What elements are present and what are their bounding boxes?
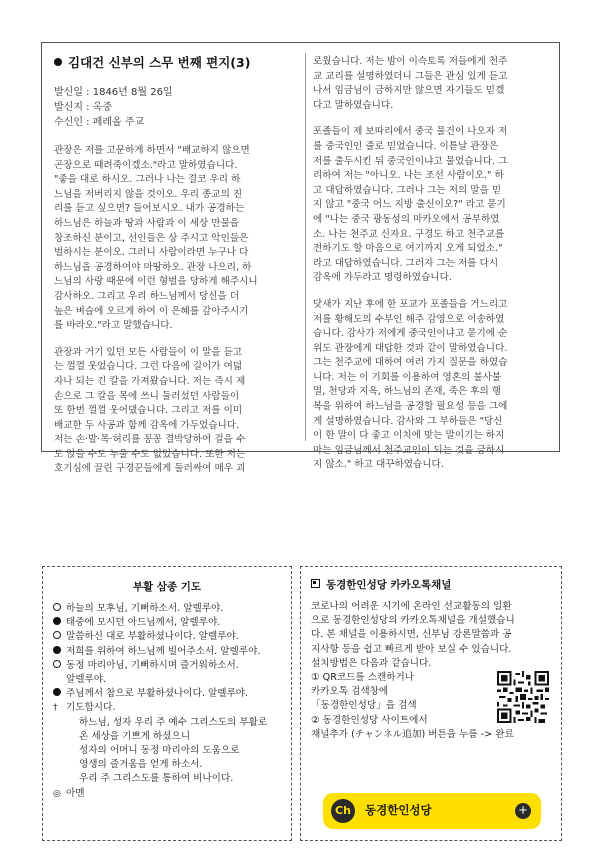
paragraph-line: 관장과 거기 있던 모든 사람들이 이 말을 듣고 [54, 346, 243, 358]
paragraph [313, 125, 549, 286]
kakao-description [301, 600, 561, 671]
prayer-text: 태중에 모시던 아드님께서, 알렐루야. [66, 617, 221, 629]
paragraph-line: 도 앉을 수도 누울 수도 없었습니다. 또한 저는 [54, 448, 246, 460]
paragraph-line: 니다. 저는 이 기회를 이용하여 영혼의 불사불 [313, 371, 502, 383]
paragraph [313, 55, 549, 113]
meta-label: 발신일 [54, 87, 83, 98]
kakao-channel-icon: Ch [331, 799, 355, 823]
paragraph-line: 높은 벼슬에 오르게 하여 이 은혜를 갚아주시기 [54, 305, 249, 317]
paragraph-line: 전하기도 할 마음으로 여기까지 오게 되었소." [313, 243, 503, 255]
letter-meta [54, 85, 297, 130]
meta-label: 발신지 [54, 102, 83, 113]
prayer-body-line: 하느님, 성자 우리 주 예수 그리스도의 부활로 [79, 716, 268, 728]
kakao-body-line: 코로나의 어려운 시기에 온라인 선교활동의 일환 [311, 601, 512, 612]
paragraph-line: 느님의 사랑 때문에 이런 형벌을 당하게 해주시니 [54, 276, 258, 288]
letter-box [41, 42, 560, 475]
prayer-line [53, 630, 281, 644]
install-step: ① QR코드를 스캔하거나 [311, 672, 415, 684]
paragraph-line: 복을 위하여 하느님을 공경할 필요성 등을 그에 [313, 401, 508, 413]
amen-icon: ◎ [53, 788, 61, 799]
prayer-mark [53, 645, 66, 659]
paragraph-line: 그는 천주교에 대하여 여러 가지 질문을 하였습 [313, 357, 508, 369]
meta-sep: : [82, 117, 93, 128]
prayer-line [53, 602, 281, 616]
qr-code-icon[interactable] [497, 671, 549, 723]
paragraph-line: 하느님은 하늘과 땅과 사람과 이 세상 만물을 [54, 217, 240, 229]
prayer-mark [53, 687, 66, 701]
paragraph-line: 저를 출두시킨 뒤 중국인이냐고 물었습니다. 그 [313, 155, 508, 167]
meta-row [54, 85, 297, 100]
paragraph [313, 298, 549, 473]
prayer-body-line: 성자의 어머니 동정 마리아의 도움으로 [79, 745, 240, 757]
prayer-mark [53, 616, 66, 630]
prayer-body-line: 영생의 즐거움을 얻게 하소서. [79, 759, 203, 771]
paragraph-line: 저는 손·발·목·허리를 꽁꽁 결박당하여 걸을 수 [54, 434, 246, 446]
meta-sep: : [82, 102, 93, 113]
paragraph-line: 호기심에 끌린 구경꾼들에게 둘러싸여 매우 괴 [54, 463, 246, 475]
bullet-icon [54, 58, 62, 66]
paragraph-line: "좋을 대로 하시오. 그러나 나는 결코 우리 하 [54, 174, 241, 186]
paragraph-line: 곤장으로 때려죽이겠소."라고 말하였습니다. [54, 159, 238, 171]
install-steps [301, 671, 561, 742]
prayer-line [53, 687, 281, 701]
paragraph-line: 로웠습니다. 저는 밤이 이슥토록 저들에게 천주 [313, 56, 508, 67]
paragraph-line: 습니다. 감사가 저에게 중국인이냐고 묻기에 순 [313, 328, 508, 340]
paragraph-line: 는 껄껄 웃었습니다. 그런 다음에 길이가 여덟 [54, 361, 243, 373]
amen-text: 아멘 [66, 787, 85, 799]
prayer-text: 주님께서 참으로 부활하셨나이다. 알렐루야. [66, 688, 249, 700]
paragraph-line: 닷새가 지난 후에 한 포교가 포졸들을 거느리고 [313, 298, 508, 310]
paragraph-line: 배교한 두 사공과 함께 감옥에 가두었습니다. [54, 419, 240, 431]
meta-sep: : [82, 87, 93, 98]
open-circle-icon [53, 603, 61, 611]
prayer-mark [53, 701, 66, 715]
prayer-line [53, 673, 281, 687]
paragraph-line: 를 중국인인 줄로 믿었습니다. 이튿날 관장은 [313, 140, 499, 152]
meta-row [54, 100, 297, 115]
meta-label: 수신인 [54, 117, 83, 128]
prayer-mark [53, 673, 66, 687]
paragraph-line: 지 않소." 하고 대꾸하였습니다. [313, 459, 444, 471]
open-circle-icon [53, 660, 61, 668]
paragraph-line: 느님을 저버리지 않을 것이오. 우리 종교의 진 [54, 188, 243, 200]
kakao-channel-label: 동경한인성당 [365, 803, 432, 817]
paragraph-line: 또 한번 껄껄 웃어댔습니다. 그리고 저를 이미 [54, 405, 243, 417]
paragraph-line: 를 바라오."라고 말했습니다. [54, 320, 173, 332]
letter-left-column [54, 55, 297, 489]
meta-value: 페레올 주교 [92, 117, 145, 128]
meta-value: 1846년 8월 26일 [92, 87, 173, 98]
prayer-line [53, 645, 281, 659]
paragraph-line: 고 대답하였습니다. 그러나 그는 저의 말을 믿 [313, 184, 502, 196]
right-paragraphs [313, 55, 549, 473]
paragraph-line: 자나 되는 긴 칼을 가져왔습니다. 저는 즉시 제 [54, 375, 246, 387]
paragraph [54, 346, 297, 477]
paragraph-line: 리하여 저는 "아니오. 나는 조선 사람이오." 하 [313, 170, 504, 182]
kakao-box [300, 566, 562, 841]
paragraph-line: 소. 나는 천주교 신자요. 구경도 하고 천주교를 [313, 228, 505, 240]
filled-circle-icon [53, 688, 61, 696]
open-circle-icon [53, 631, 61, 639]
paragraph-line: 위도 관장에게 대답한 것과 같이 말하였습니다. [313, 342, 508, 354]
paragraph-line: 손으로 그 칼을 목에 쓰니 둘러섰던 사람들이 [54, 390, 240, 402]
paragraph-line: 리를 듣고 싶으면? 들어보시오. 내가 공경하는 [54, 203, 245, 215]
paragraph [54, 144, 297, 334]
paragraph-line: 이 한 말이 다 좋고 이치에 맞는 말이기는 하지 [313, 430, 505, 442]
prayer-body-line: 우리 주 그리스도를 통하여 비나이다. [79, 773, 234, 785]
paragraph-line: 나서 임금님이 금하지만 않으면 자기들도 믿겠 [313, 85, 505, 97]
kakao-body-line: 설치방법은 다음과 같습니다. [311, 657, 432, 669]
letter-right-column [313, 55, 549, 485]
dagger-icon: † [53, 703, 58, 714]
meta-value: 옥중 [92, 102, 113, 113]
kakao-body-line: 으로 동경한인성당의 카카오톡채널을 개설했습니 [311, 615, 515, 627]
prayer-mark [53, 630, 66, 644]
kakao-title: 동경한인성당 카카오톡채널 [311, 577, 561, 592]
prayer-mark [53, 602, 66, 616]
prayer-box [42, 566, 292, 841]
kakao-body-line: 다. 본 채널을 이용하시면, 신부님 강론말씀과 공 [311, 629, 512, 641]
prayer-line [53, 616, 281, 630]
prayer-title: 부활 삼종 기도 [132, 581, 202, 593]
paragraph-line: 창조하신 분이고, 선인들은 상 주시고 악인들은 [54, 232, 249, 244]
prayer-text: 동정 마리아님, 기뻐하시며 즐거워하소서. [66, 659, 239, 671]
paragraph-line: 게 설명하였습니다. 감사와 그 부하들은 "당신 [313, 415, 503, 427]
letter-title: 김대건 신부의 스무 번째 편지(3) [54, 55, 297, 71]
kakao-body-line: 지사항 등을 쉽고 빠르게 받아 보실 수 있습니다. [311, 643, 512, 655]
prayer-text: 말씀하신 대로 부활하셨나이다. 알렐루야. [66, 631, 239, 643]
paragraph-line: 저를 황해도의 수부인 해주 감영으로 이송하였 [313, 313, 505, 325]
prayer-line [53, 659, 281, 673]
square-bullet-icon [311, 579, 320, 588]
paragraph-line: 포졸들이 제 보따리에서 중국 물건이 나오자 저 [313, 126, 508, 138]
prayer-mark [53, 659, 66, 673]
prayer-text: 기도합시다. [66, 702, 116, 714]
prayer-text: 저희를 위하여 하느님께 빌어주소서. 알렐루야. [66, 645, 261, 657]
paragraph-line: 마는 임금님께서 천주교인이 되는 것을 금하시 [313, 444, 505, 456]
paragraph-line: 교 교리를 설명하였더니 그들은 관심 있게 듣고 [313, 70, 508, 82]
install-step: 카카오톡 검색창에 [311, 686, 389, 698]
paragraph-line: 벌하시는 분이오. 그러니 사람이라면 누구나 다 [54, 247, 249, 259]
paragraph-line: 감옥에 가두라고 명령하였습니다. [313, 272, 452, 284]
left-paragraphs [54, 144, 297, 477]
filled-circle-icon [53, 617, 61, 625]
paragraph-line: 감사하오. 그리고 우리 하느님께서 당신을 더 [54, 290, 240, 302]
paragraph-line: 멸, 천당과 지옥, 하느님의 존재, 죽은 후의 행 [313, 386, 502, 398]
paragraph-line: 지 않고 "중국 어느 지방 출신이오?" 라고 묻기 [313, 199, 506, 211]
paragraph-line: 라고 대답하였습니다. 그러자 그는 저를 다시 [313, 257, 499, 269]
prayer-amen [53, 787, 281, 801]
paragraph-line: 다고 말하였습니다. [313, 99, 394, 111]
prayer-body-line: 온 세상을 기쁘게 하셨으니 [79, 730, 191, 742]
paragraph-line: 하느님을 공경하여야 마땅하오. 관장 나으리, 하 [54, 261, 252, 273]
paragraph-line: 에 "나는 중국 광동성의 마카오에서 공부하였 [313, 213, 500, 225]
filled-circle-icon [53, 646, 61, 654]
prayer-lines [43, 602, 291, 801]
meta-row [54, 115, 297, 130]
install-step: 「동경한인성당」을 검색 [311, 700, 417, 712]
add-channel-button[interactable]: + [515, 803, 531, 819]
prayer-text: 하늘의 모후님, 기뻐하소서. 알렐루야. [66, 603, 224, 614]
install-step: ② 동경한인성당 사이트에서 [311, 714, 428, 726]
prayer-line [53, 701, 281, 715]
paragraph-line: 관장은 저를 고문하게 하면서 "배교하지 않으면 [54, 145, 250, 156]
install-step: 채널추가 (チャンネル追加) 버튼을 누름 -> 완료 [311, 728, 514, 740]
kakao-channel-banner[interactable] [323, 793, 541, 829]
prayer-text: 알렐루야. [66, 674, 107, 686]
column-divider [305, 53, 306, 441]
